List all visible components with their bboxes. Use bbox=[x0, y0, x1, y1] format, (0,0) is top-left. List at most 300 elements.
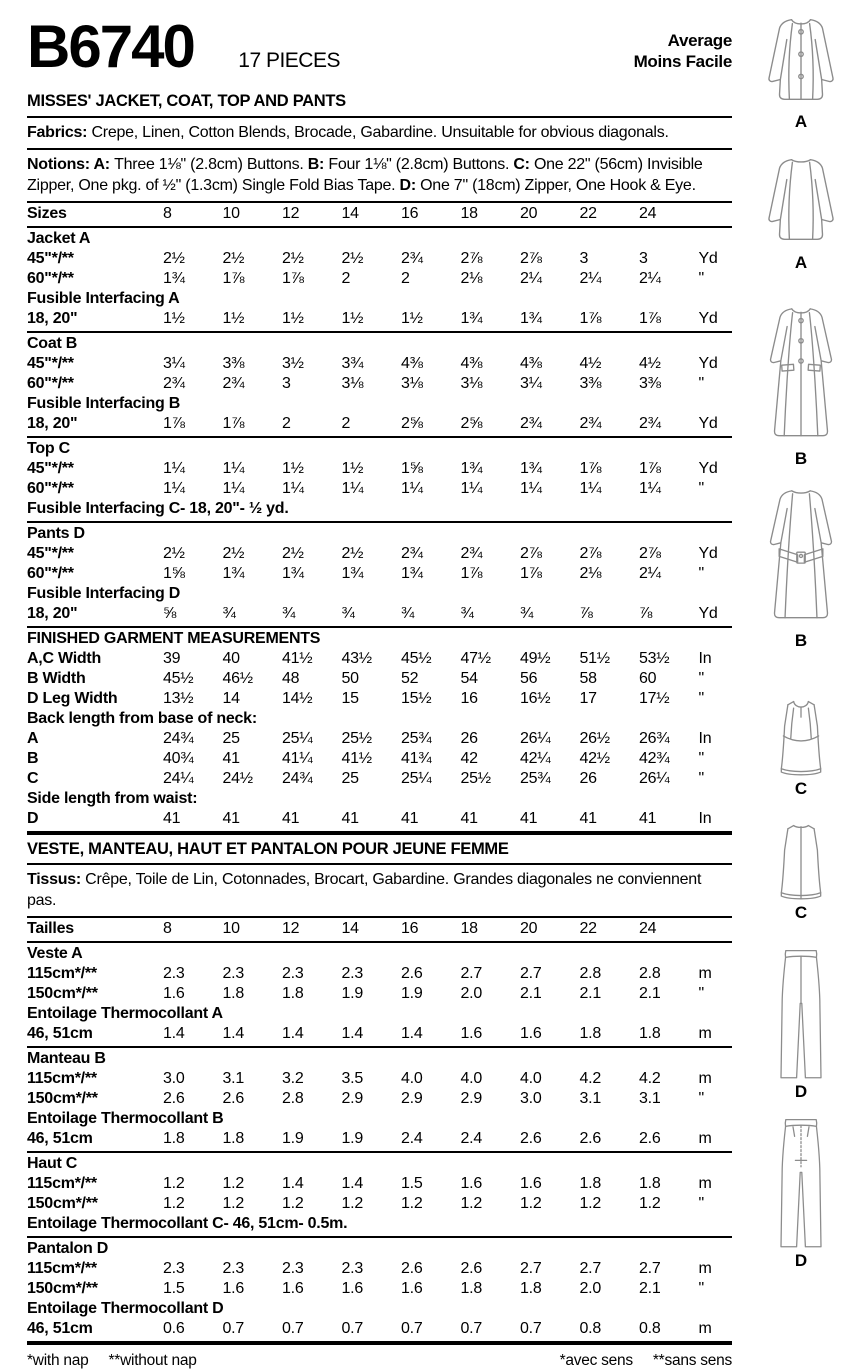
yardage-value: ¾ bbox=[401, 605, 415, 622]
yardage-value: 3⅜ bbox=[222, 355, 245, 372]
table-row bbox=[27, 1319, 732, 1339]
yardage-value: 41 bbox=[163, 810, 181, 827]
yardage-value: 2⅛ bbox=[579, 565, 602, 582]
row-label: Tailles bbox=[27, 920, 74, 937]
yardage-value: 1.6 bbox=[341, 1280, 363, 1297]
yardage-value: 16½ bbox=[520, 690, 551, 707]
yardage-value: 1⅞ bbox=[222, 415, 245, 432]
yardage-value: ⅞ bbox=[579, 605, 593, 622]
yardage-value: 1.6 bbox=[222, 1280, 244, 1297]
yardage-value: 2.6 bbox=[579, 1130, 601, 1147]
yardage-value: 1.8 bbox=[282, 985, 304, 1002]
yardage-value: 1.6 bbox=[460, 1175, 482, 1192]
footnote-with-nap: *with nap bbox=[27, 1352, 89, 1369]
row-label: 18, 20" bbox=[27, 605, 78, 622]
coat-back-icon bbox=[759, 485, 843, 632]
yardage-value: 26 bbox=[579, 770, 597, 787]
yardage-value: 4.2 bbox=[639, 1070, 661, 1087]
yardage-value: 3.1 bbox=[222, 1070, 244, 1087]
yardage-value: 1⅞ bbox=[639, 460, 661, 477]
unit-label: " bbox=[698, 1195, 704, 1212]
yardage-value: ¾ bbox=[282, 605, 296, 622]
yardage-value: 2¼ bbox=[579, 270, 602, 287]
size-value: 8 bbox=[163, 205, 172, 222]
yardage-value: 3⅜ bbox=[639, 375, 661, 392]
yardage-value: 1¾ bbox=[520, 310, 542, 327]
yardage-value: 1.2 bbox=[282, 1195, 304, 1212]
sizes-header-row bbox=[27, 919, 732, 939]
yardage-value: 3.0 bbox=[520, 1090, 542, 1107]
yardage-value: 1.2 bbox=[520, 1195, 542, 1212]
yardage-value: 2.7 bbox=[520, 1260, 542, 1277]
yardage-value: 4.2 bbox=[579, 1070, 601, 1087]
row-label: 60"*/** bbox=[27, 480, 74, 497]
yardage-value: ⅝ bbox=[163, 605, 177, 622]
yardage-value: 2¼ bbox=[639, 565, 661, 582]
figure-label: B bbox=[794, 448, 808, 468]
yardage-value: 1½ bbox=[341, 310, 364, 327]
jacket-a-back-illustration bbox=[744, 152, 858, 270]
yardage-value: 45½ bbox=[401, 650, 432, 667]
row-label: 115cm*/** bbox=[27, 1070, 97, 1087]
unit-label: " bbox=[698, 770, 704, 787]
yardage-value: 2¾ bbox=[222, 375, 245, 392]
top-front-icon bbox=[760, 695, 842, 780]
yardage-value: 2¾ bbox=[460, 545, 483, 562]
section-heading: Entoilage Thermocollant A bbox=[27, 1005, 223, 1022]
table-row bbox=[27, 309, 732, 329]
unit-label: m bbox=[698, 1130, 712, 1147]
unit-label: m bbox=[698, 1070, 712, 1087]
figure-label: D bbox=[794, 1082, 808, 1102]
table-row bbox=[27, 689, 732, 709]
yardage-value: 2 bbox=[401, 270, 410, 287]
row-label: 115cm*/** bbox=[27, 1260, 97, 1277]
unit-label: Yd bbox=[698, 545, 718, 562]
yardage-value: 1.9 bbox=[341, 1130, 363, 1147]
yardage-value: 4½ bbox=[579, 355, 602, 372]
yardage-value: 0.7 bbox=[341, 1320, 363, 1337]
yardage-value: 2.1 bbox=[639, 985, 661, 1002]
yardage-value: 2.1 bbox=[579, 985, 601, 1002]
table-row bbox=[27, 1194, 732, 1214]
table-section bbox=[27, 628, 732, 835]
coat-b-front-illustration bbox=[744, 303, 858, 467]
section-heading: Coat B bbox=[27, 335, 78, 352]
yardage-value: 2⅞ bbox=[520, 250, 542, 267]
yardage-table-en bbox=[27, 203, 732, 835]
yardage-value: 2¾ bbox=[579, 415, 602, 432]
unit-label: In bbox=[698, 730, 712, 747]
table-row bbox=[27, 1129, 732, 1149]
yardage-value: 25 bbox=[341, 770, 359, 787]
yardage-value: 3 bbox=[579, 250, 589, 267]
unit-label: In bbox=[698, 810, 712, 827]
size-value: 24 bbox=[639, 920, 657, 937]
text-segment: Notions: A: bbox=[27, 156, 115, 173]
yardage-value: 2.1 bbox=[520, 985, 542, 1002]
row-label: B Width bbox=[27, 670, 86, 687]
yardage-value: 2.6 bbox=[222, 1090, 244, 1107]
yardage-value: 47½ bbox=[460, 650, 491, 667]
yardage-value: 1.5 bbox=[401, 1175, 423, 1192]
yardage-value: 17 bbox=[579, 690, 597, 707]
unit-label: " bbox=[698, 1090, 704, 1107]
unit-label: m bbox=[698, 1175, 712, 1192]
yardage-value: 3 bbox=[639, 250, 648, 267]
yardage-value: 2½ bbox=[222, 545, 245, 562]
table-row bbox=[27, 374, 732, 394]
yardage-value: 3½ bbox=[282, 355, 304, 372]
metric-table-fr bbox=[27, 918, 732, 1345]
yardage-value: 1¾ bbox=[163, 270, 185, 287]
yardage-value: 2¼ bbox=[639, 270, 661, 287]
yardage-value: 1¼ bbox=[579, 480, 602, 497]
yardage-value: 2 bbox=[282, 415, 291, 432]
yardage-value: 2.6 bbox=[163, 1090, 185, 1107]
unit-label: " bbox=[698, 565, 704, 582]
yardage-value: 2⅝ bbox=[401, 415, 423, 432]
coat-b-back-illustration bbox=[744, 485, 858, 649]
yardage-value: 2½ bbox=[282, 250, 304, 267]
yardage-value: 0.7 bbox=[282, 1320, 304, 1337]
unit-label: m bbox=[698, 965, 712, 982]
yardage-value: 2.3 bbox=[163, 965, 185, 982]
yardage-value: 0.8 bbox=[579, 1320, 601, 1337]
yardage-value: 1.2 bbox=[222, 1175, 244, 1192]
yardage-value: 2.3 bbox=[282, 1260, 304, 1277]
yardage-value: 2.9 bbox=[460, 1090, 482, 1107]
yardage-value: 0.7 bbox=[401, 1320, 423, 1337]
yardage-value: 40¾ bbox=[163, 750, 194, 767]
yardage-value: 41 bbox=[282, 810, 300, 827]
unit-label: " bbox=[698, 670, 704, 687]
text-segment: Four 1⅛" (2.8cm) Buttons. bbox=[328, 156, 514, 173]
yardage-value: 3⅛ bbox=[460, 375, 483, 392]
yardage-value: 26¼ bbox=[639, 770, 670, 787]
unit-label bbox=[699, 204, 733, 224]
yardage-value: 1.6 bbox=[460, 1025, 482, 1042]
row-label: 45"*/** bbox=[27, 355, 74, 372]
yardage-value: 2.6 bbox=[639, 1130, 661, 1147]
yardage-value: 2 bbox=[341, 415, 351, 432]
pants-d-back-illustration bbox=[744, 1114, 858, 1269]
row-label: A,C Width bbox=[27, 650, 102, 667]
fabrics-label: Fabrics: bbox=[27, 124, 88, 141]
yardage-value: 3⅛ bbox=[341, 375, 364, 392]
size-value: 14 bbox=[341, 920, 359, 937]
yardage-value: 1.4 bbox=[163, 1025, 185, 1042]
row-label: C bbox=[27, 770, 39, 787]
figure-label: A bbox=[794, 252, 808, 272]
yardage-value: 1¾ bbox=[341, 565, 364, 582]
yardage-value: 3.1 bbox=[579, 1090, 601, 1107]
yardage-value: 1¾ bbox=[401, 565, 423, 582]
footnotes bbox=[27, 1345, 732, 1370]
yardage-value: 2.0 bbox=[579, 1280, 601, 1297]
yardage-value: 2.3 bbox=[222, 1260, 244, 1277]
top-c-back-illustration bbox=[744, 819, 858, 921]
sizes-header-row bbox=[27, 204, 732, 224]
yardage-value: 2⅞ bbox=[579, 545, 602, 562]
table-row bbox=[27, 564, 732, 584]
yardage-value: 41 bbox=[401, 810, 419, 827]
yardage-value: 1¾ bbox=[282, 565, 304, 582]
yardage-value: 1½ bbox=[222, 310, 245, 327]
row-label: 115cm*/** bbox=[27, 1175, 97, 1192]
unit-label: m bbox=[698, 1320, 712, 1337]
section-heading: Fusible Interfacing C- 18, 20"- ½ yd. bbox=[27, 500, 289, 517]
yardage-value: 2.9 bbox=[401, 1090, 423, 1107]
table-row bbox=[27, 1089, 732, 1109]
yardage-value: 41 bbox=[222, 750, 240, 767]
yardage-value: 50 bbox=[341, 670, 359, 687]
size-value: 20 bbox=[520, 205, 538, 222]
top-back-icon bbox=[760, 819, 842, 904]
unit-label: " bbox=[698, 985, 704, 1002]
footnote-en bbox=[27, 1352, 197, 1370]
yardage-value: 2½ bbox=[341, 545, 364, 562]
yardage-value: ¾ bbox=[341, 605, 355, 622]
yardage-value: 24¼ bbox=[163, 770, 194, 787]
figure-label: B bbox=[794, 630, 808, 650]
yardage-value: 26 bbox=[460, 730, 478, 747]
table-row bbox=[27, 729, 732, 749]
yardage-value: 24¾ bbox=[282, 770, 313, 787]
yardage-value: 26½ bbox=[579, 730, 610, 747]
yardage-value: 41 bbox=[341, 810, 359, 827]
unit-label: In bbox=[698, 650, 712, 667]
yardage-value: 3.1 bbox=[639, 1090, 661, 1107]
yardage-value: 0.7 bbox=[520, 1320, 542, 1337]
yardage-value: 4.0 bbox=[401, 1070, 423, 1087]
yardage-value: 1¼ bbox=[163, 460, 185, 477]
jacket-back-icon bbox=[758, 152, 844, 253]
pieces-count: 17 PIECES bbox=[238, 49, 340, 72]
yardage-value: 1.8 bbox=[520, 1280, 542, 1297]
table-row bbox=[27, 479, 732, 499]
unit-label: " bbox=[698, 1280, 704, 1297]
yardage-value: 0.8 bbox=[639, 1320, 661, 1337]
yardage-value: 3⅜ bbox=[579, 375, 602, 392]
yardage-value: 46½ bbox=[222, 670, 253, 687]
yardage-value: 0.6 bbox=[163, 1320, 185, 1337]
yardage-value: 41½ bbox=[341, 750, 372, 767]
row-label: B bbox=[27, 750, 39, 767]
section-heading: Fusible Interfacing D bbox=[27, 585, 180, 602]
yardage-value: 4.0 bbox=[460, 1070, 482, 1087]
yardage-value: 2¼ bbox=[520, 270, 542, 287]
yardage-value: 2⅛ bbox=[460, 270, 483, 287]
yardage-value: 1¼ bbox=[222, 460, 245, 477]
yardage-value: 53½ bbox=[639, 650, 670, 667]
yardage-value: 1.8 bbox=[579, 1025, 601, 1042]
yardage-value: 2.7 bbox=[520, 965, 542, 982]
row-label: 150cm*/** bbox=[27, 985, 98, 1002]
pants-front-icon bbox=[761, 945, 841, 1083]
footnote-sans-sens: **sans sens bbox=[652, 1352, 732, 1369]
yardage-value: 48 bbox=[282, 670, 300, 687]
yardage-value: 2.6 bbox=[401, 965, 423, 982]
yardage-value: 1.2 bbox=[579, 1195, 601, 1212]
row-label: 18, 20" bbox=[27, 310, 78, 327]
row-label: 45"*/** bbox=[27, 460, 74, 477]
yardage-value: 41 bbox=[460, 810, 478, 827]
row-label: 45"*/** bbox=[27, 545, 74, 562]
yardage-value: 26¼ bbox=[520, 730, 551, 747]
unit-label: Yd bbox=[698, 355, 718, 372]
size-value: 12 bbox=[282, 920, 300, 937]
unit-label: " bbox=[698, 480, 704, 497]
yardage-value: 2¾ bbox=[401, 545, 423, 562]
table-row bbox=[27, 249, 732, 269]
table-section bbox=[27, 203, 732, 228]
top-c-front-illustration bbox=[744, 695, 858, 797]
yardage-value: 3.0 bbox=[163, 1070, 185, 1087]
table-section bbox=[27, 1048, 732, 1153]
table-section bbox=[27, 333, 732, 438]
yardage-value: 2.3 bbox=[341, 965, 363, 982]
text-segment: One 7" (18cm) Zipper, One Hook & Eye. bbox=[420, 177, 696, 194]
yardage-value: 1.8 bbox=[639, 1025, 661, 1042]
yardage-value: ¾ bbox=[460, 605, 474, 622]
yardage-value: 1.8 bbox=[460, 1280, 482, 1297]
yardage-value: 25¾ bbox=[401, 730, 432, 747]
yardage-value: 1.6 bbox=[520, 1175, 542, 1192]
title-fr: VESTE, MANTEAU, HAUT ET PANTALON POUR JEUNE FEMME bbox=[27, 835, 732, 865]
yardage-value: ¾ bbox=[222, 605, 236, 622]
row-label: 60"*/** bbox=[27, 375, 74, 392]
notions-line bbox=[27, 150, 732, 203]
yardage-value: 1.2 bbox=[341, 1195, 363, 1212]
yardage-value: 40 bbox=[222, 650, 240, 667]
yardage-value: 2.3 bbox=[222, 965, 244, 982]
yardage-value: 2.9 bbox=[341, 1090, 363, 1107]
size-value: 22 bbox=[579, 920, 597, 937]
yardage-value: 56 bbox=[520, 670, 538, 687]
section-heading: FINISHED GARMENT MEASUREMENTS bbox=[27, 630, 321, 647]
row-label: 150cm*/** bbox=[27, 1195, 98, 1212]
masthead bbox=[27, 8, 732, 92]
yardage-value: 15 bbox=[341, 690, 359, 707]
yardage-value: 2.8 bbox=[282, 1090, 304, 1107]
yardage-value: 2.7 bbox=[639, 1260, 661, 1277]
row-label: 115cm*/** bbox=[27, 965, 97, 982]
yardage-value: 1.9 bbox=[341, 985, 363, 1002]
table-row bbox=[27, 1069, 732, 1089]
yardage-value: 1⅞ bbox=[579, 310, 602, 327]
tissus-line bbox=[27, 865, 732, 918]
section-heading: Manteau B bbox=[27, 1050, 106, 1067]
section-heading: Pantalon D bbox=[27, 1240, 109, 1257]
yardage-value: 1¾ bbox=[520, 460, 542, 477]
unit-label: " bbox=[698, 270, 704, 287]
table-row bbox=[27, 649, 732, 669]
yardage-value: 1½ bbox=[401, 310, 423, 327]
yardage-value: 1½ bbox=[341, 460, 364, 477]
yardage-value: ⅞ bbox=[639, 605, 653, 622]
yardage-value: 1.4 bbox=[341, 1175, 363, 1192]
unit-label bbox=[699, 919, 733, 939]
difficulty-fr: Moins Facile bbox=[633, 52, 732, 71]
yardage-value: 2.8 bbox=[639, 965, 661, 982]
row-label: Sizes bbox=[27, 205, 67, 222]
yardage-value: 42¼ bbox=[520, 750, 551, 767]
yardage-value: 3¾ bbox=[341, 355, 364, 372]
section-heading: Jacket A bbox=[27, 230, 91, 247]
unit-label: m bbox=[698, 1260, 712, 1277]
yardage-value: 51½ bbox=[579, 650, 610, 667]
yardage-value: 15½ bbox=[401, 690, 432, 707]
yardage-value: 2.1 bbox=[639, 1280, 661, 1297]
yardage-value: 4⅜ bbox=[401, 355, 423, 372]
yardage-value: 1.4 bbox=[282, 1175, 304, 1192]
yardage-value: 1.6 bbox=[401, 1280, 423, 1297]
yardage-value: 1⅞ bbox=[222, 270, 245, 287]
yardage-value: 42 bbox=[460, 750, 478, 767]
yardage-value: 1⅞ bbox=[460, 565, 483, 582]
yardage-value: 1.5 bbox=[163, 1280, 185, 1297]
section-heading: Side length from waist: bbox=[27, 790, 198, 807]
yardage-value: 2.0 bbox=[460, 985, 482, 1002]
unit-label: Yd bbox=[698, 605, 718, 622]
yardage-value: 2⅞ bbox=[460, 250, 483, 267]
yardage-value: 1⅞ bbox=[579, 460, 602, 477]
table-row bbox=[27, 1259, 732, 1279]
table-row bbox=[27, 544, 732, 564]
section-heading: Back length from base of neck: bbox=[27, 710, 257, 727]
size-value: 18 bbox=[460, 920, 478, 937]
table-row bbox=[27, 984, 732, 1004]
garment-illustrations-column bbox=[744, 0, 858, 1269]
yardage-value: 1.2 bbox=[460, 1195, 482, 1212]
table-row bbox=[27, 964, 732, 984]
text-segment: One 22" (56cm) Invisible Zipper, One pkg. of ½" (1.3cm) Single Fold Bias Tape. bbox=[27, 156, 703, 194]
footnote-avec-sens: *avec sens bbox=[559, 1352, 633, 1369]
text-segment: D: bbox=[399, 177, 421, 194]
fabrics-text: Crepe, Linen, Cotton Blends, Brocade, Gabardine. Unsuitable for obvious diagonals. bbox=[87, 124, 669, 141]
yardage-value: 42¾ bbox=[639, 750, 670, 767]
yardage-value: 1.8 bbox=[222, 985, 244, 1002]
size-value: 14 bbox=[341, 205, 359, 222]
unit-label: Yd bbox=[698, 415, 718, 432]
yardage-value: 52 bbox=[401, 670, 419, 687]
yardage-value: 3¼ bbox=[163, 355, 185, 372]
size-value: 10 bbox=[222, 205, 240, 222]
size-value: 16 bbox=[401, 205, 419, 222]
size-value: 24 bbox=[639, 205, 657, 222]
yardage-value: 1½ bbox=[282, 460, 304, 477]
text-segment: B: bbox=[307, 156, 329, 173]
unit-label: m bbox=[698, 1025, 712, 1042]
table-row bbox=[27, 769, 732, 789]
yardage-value: 1.4 bbox=[282, 1025, 304, 1042]
table-row bbox=[27, 1024, 732, 1044]
yardage-value: 43½ bbox=[341, 650, 372, 667]
yardage-value: 2¾ bbox=[401, 250, 423, 267]
yardage-value: 2.4 bbox=[401, 1130, 423, 1147]
yardage-value: 1.6 bbox=[163, 985, 185, 1002]
title-en: MISSES' JACKET, COAT, TOP AND PANTS bbox=[27, 92, 732, 118]
yardage-value: 25½ bbox=[341, 730, 372, 747]
row-label: 60"*/** bbox=[27, 270, 74, 287]
row-label: 150cm*/** bbox=[27, 1280, 98, 1297]
main-column bbox=[27, 8, 732, 1370]
yardage-value: 1.4 bbox=[401, 1025, 423, 1042]
row-label: D Leg Width bbox=[27, 690, 118, 707]
row-label: 46, 51cm bbox=[27, 1320, 93, 1337]
yardage-value: 25¾ bbox=[520, 770, 551, 787]
